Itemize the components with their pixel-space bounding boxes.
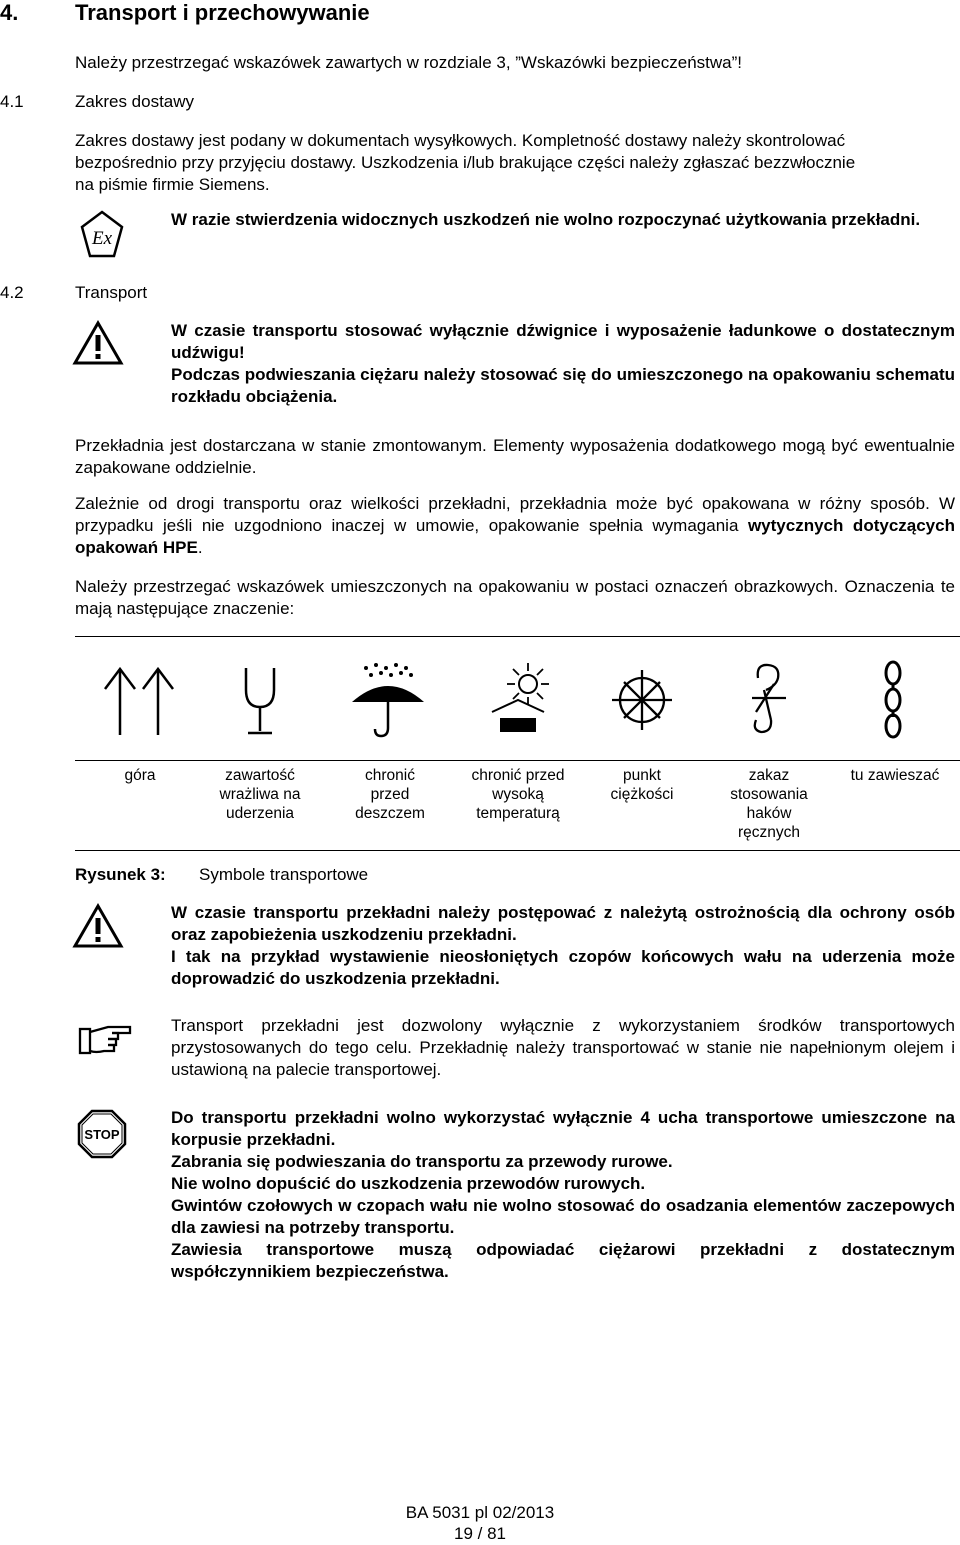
divider: [75, 760, 960, 761]
stop-line: Zawiesia transportowe muszą odpowiadać ciężarowi przekładni z dostatecznym współczynnikiem bezpieczeństwa.: [171, 1240, 955, 1281]
figure-label: Rysunek 3:: [75, 865, 166, 884]
fragile-glass-icon: [240, 665, 280, 737]
stop-block: [171, 1107, 955, 1283]
packing-end: .: [197, 538, 203, 557]
assembled-paragraph: Przekładnia jest dostarczana w stanie zmontowanym. Elementy wyposażenia dodatkowego mogą być ewentualnie zapakowane oddzielnie.: [75, 436, 955, 477]
delivery-line: Zakres dostawy jest podany w dokumentach wysyłkowych. Kompletność dostawy należy skontrolować: [75, 131, 846, 150]
warning-line: I tak na przykład wystawienie nieosłoniętych czopów końcowych wału na uderzenia może doprowadzić do uszkodzenia przekładni.: [171, 947, 955, 988]
stop-line: Do transportu przekładni wolno wykorzystać wyłącznie 4 ucha transportowe umieszczone na korpusie przekładni.: [171, 1108, 955, 1149]
warning-icon: [72, 320, 124, 366]
chain-sling-icon: [878, 660, 908, 740]
warning-line: W czasie transportu przekładni należy postępować z należytą ostrożnością dla ochrony osób oraz zapobieżenia uszkodzeniu przekładni.: [171, 903, 955, 944]
ex-icon-text: Ex: [91, 228, 113, 249]
pointing-hand-icon: [78, 1024, 134, 1058]
stop-icon: [77, 1109, 127, 1159]
symbols-paragraph: Należy przestrzegać wskazówek umieszczonych na opakowaniu w postaci oznaczeń obrazkowych. Oznaczenia te mają następujące znaczenie:: [75, 577, 955, 618]
transport-warning: [171, 320, 955, 408]
stop-line: Nie wolno dopuścić do uszkodzenia przewodów rurowych.: [171, 1174, 646, 1193]
symbol-label: chronić przed wysoką temperaturą: [471, 767, 565, 822]
subsection-title: Zakres dostawy: [75, 92, 195, 111]
footer-page: 19 / 81: [454, 1524, 506, 1543]
packing-paragraph: [75, 493, 955, 559]
symbol-label: zawartość wrażliwa na uderzenia: [219, 767, 301, 822]
figure-caption: Symbole transportowe: [199, 865, 369, 884]
up-arrows-icon: [100, 665, 180, 737]
symbol-label: punkt ciężkości: [610, 767, 674, 803]
divider: [75, 850, 960, 851]
no-hooks-icon: [744, 660, 794, 740]
warning-line: Podczas podwieszania ciężaru należy stosować się do umieszczonego na opakowaniu schematu rozkładu obciążenia.: [171, 365, 955, 406]
section-title: Transport i przechowywanie: [75, 0, 370, 25]
divider: [75, 636, 960, 637]
hand-note: Transport przekładni jest dozwolony wyłącznie z wykorzystaniem środków transportowych przystosowanych do tego celu. Przekładnię należy transportować w stanie nie napełnionym olejem i ustawioną na palecie transportowej.: [171, 1016, 955, 1079]
intro-note: Należy przestrzegać wskazówek zawartych w rozdziale 3, ”Wskazówki bezpieczeństwa”!: [75, 53, 743, 72]
umbrella-rain-icon: [348, 660, 428, 740]
subsection-number: 4.2: [0, 283, 24, 302]
delivery-line: bezpośrednio przy przyjęciu dostawy. Uszkodzenia i/lub brakujące części należy zgłaszać bezzwłocznie: [75, 153, 856, 172]
delivery-paragraph: [75, 130, 955, 196]
subsection-title: Transport: [75, 283, 148, 302]
footer-doc: BA 5031 pl 02/2013: [405, 1503, 555, 1522]
stop-line: Gwintów czołowych w czopach wału nie wolno stosować do osadzania elementów zaczepowych dla zawiesi na potrzeby transportu.: [171, 1196, 955, 1237]
symbol-label: tu zawieszać: [850, 767, 940, 784]
packing-bold: wytycznych dotyczących opakowań HPE: [75, 516, 955, 557]
ex-warning: W razie stwierdzenia widocznych uszkodzeń nie wolno rozpoczynać użytkowania przekładni.: [171, 210, 921, 229]
section-number: 4.: [0, 0, 19, 25]
explosion-protection-icon: [78, 210, 126, 260]
care-warning: [171, 902, 955, 990]
packing-text: Zależnie od drogi transportu oraz wielkości przekładni, przekładnia może być opakowana w różny sposób. W przypadku jeśli nie uzgodniono inaczej w umowie, opakowanie spełnia wymagania: [75, 494, 955, 535]
sun-heat-icon: [478, 660, 558, 740]
symbol-label: chronić przed deszczem: [355, 767, 425, 822]
center-of-gravity-icon: [612, 660, 672, 740]
stop-icon-text: STOP: [84, 1127, 120, 1142]
warning-icon: [72, 903, 124, 949]
symbol-label: zakaz stosowania haków ręcznych: [730, 767, 808, 841]
warning-line: W czasie transportu stosować wyłącznie dźwignice i wyposażenie ładunkowe o dostatecznym udźwigu!: [171, 321, 955, 362]
stop-line: Zabrania się podwieszania do transportu za przewody rurowe.: [171, 1152, 673, 1171]
subsection-number: 4.1: [0, 92, 24, 111]
symbol-label: góra: [124, 767, 156, 784]
delivery-line: na piśmie firmie Siemens.: [75, 175, 270, 194]
